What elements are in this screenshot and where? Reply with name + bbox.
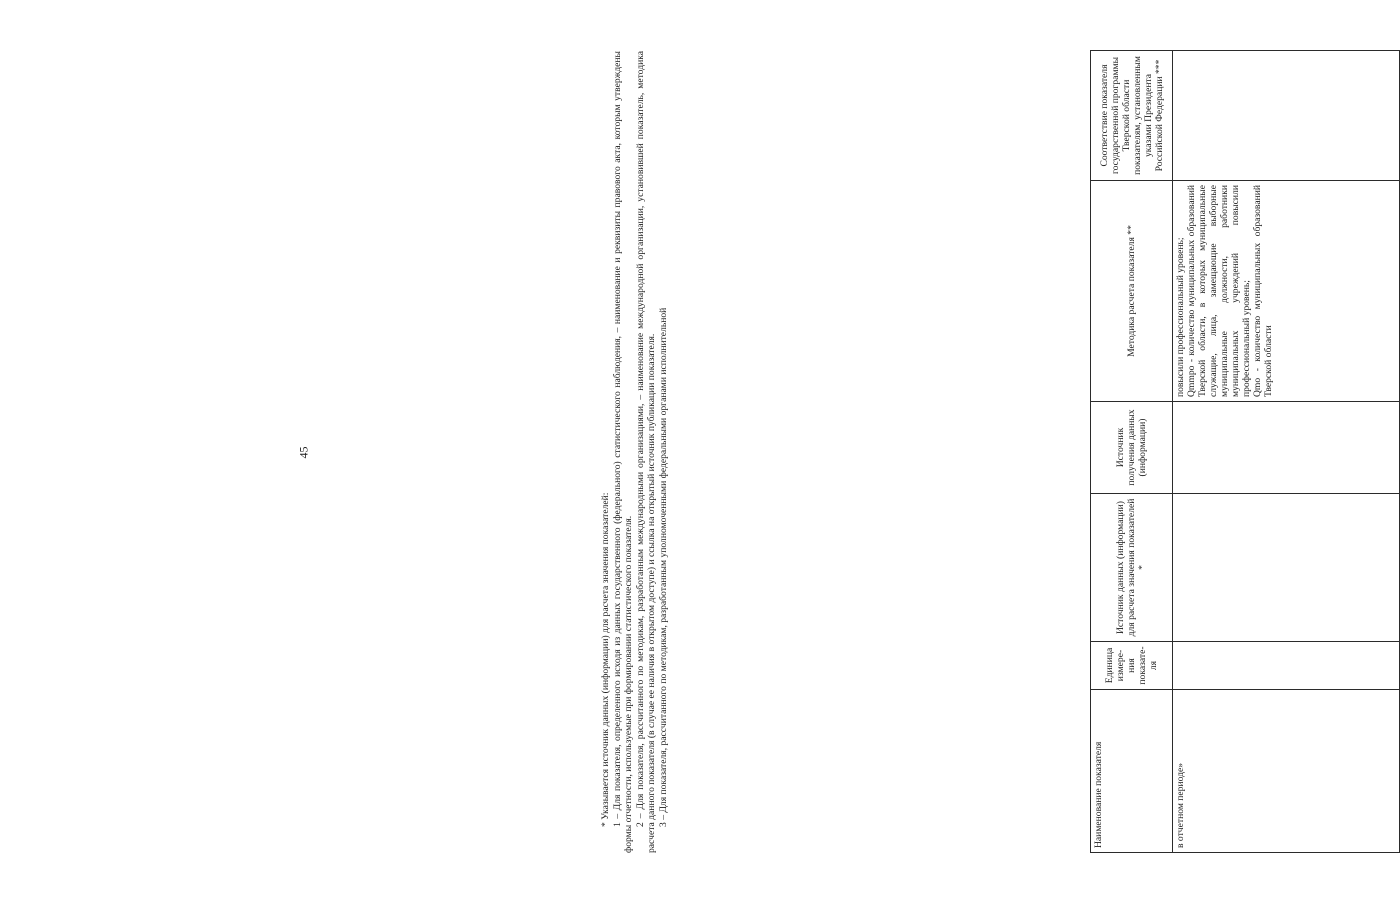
footnote-3: 3 – Для показателя, рассчитанного по методикам, разработанным уполномоченными федеральными органами исполнительной: [657, 307, 669, 827]
method-line: Qmmpo - количество муниципальных образований Тверской области, в которых муниципальные служащие, лица, замещающие выборные муниципальные должности, работники муниципальных учреждений повысили профессиональный уровень;: [1186, 185, 1252, 397]
footnote-1: 1 – Для показателя, определенного исходя из данных государственного (федерального) статистического наблюдения, – наименование и реквизиты правового акта, которым утверждены формы отчетности, используемые при формировании статистического показателя.: [611, 51, 634, 853]
header-unit: Единица измере-ния показате-ля: [1091, 642, 1173, 690]
header-data-origin: Источник получения данных (информации): [1091, 402, 1173, 494]
method-line: Qmo - количество муниципальных образований Тверской области: [1252, 185, 1274, 397]
header-compliance: Соответствие показателя государственной программы Тверской области показателям, установленным указами Президента Российской Федерации ***: [1091, 51, 1173, 181]
cell-compliance: [1173, 51, 1400, 181]
footnote-intro: * Указывается источник данных (информации) для расчета значения показателей:: [600, 492, 611, 827]
header-indicator-name: Наименование показателя: [1091, 690, 1173, 853]
table-row: [1173, 51, 1400, 853]
cell-indicator-name: в отчетном периоде»: [1173, 690, 1400, 853]
header-data-source: Источник данных (информации) для расчета значения показателей *: [1091, 494, 1173, 642]
cell-unit: [1173, 642, 1400, 690]
cell-data-origin: [1173, 402, 1400, 494]
footnote-2: 2 – Для показателя, рассчитанного по методикам, разработанным международными организациями, – наименование международной организации, установившей показатель, методика расчета данного показателя (в случае ее наличия в открытом доступе) и ссылка на открытый источник публикации показателя.: [634, 51, 657, 853]
method-line: повысили профессиональный уровень;: [1175, 237, 1186, 397]
cell-method: [1173, 181, 1400, 402]
indicators-table-wrap: [1090, 51, 1274, 853]
indicators-table: [1090, 50, 1400, 853]
table-header-row: [1091, 51, 1173, 853]
footnotes: [600, 51, 730, 853]
header-method: Методика расчета показателя **: [1091, 181, 1173, 402]
cell-data-source: [1173, 494, 1400, 642]
rotated-sheet: [600, 51, 1274, 853]
page-number: 45: [296, 446, 311, 459]
